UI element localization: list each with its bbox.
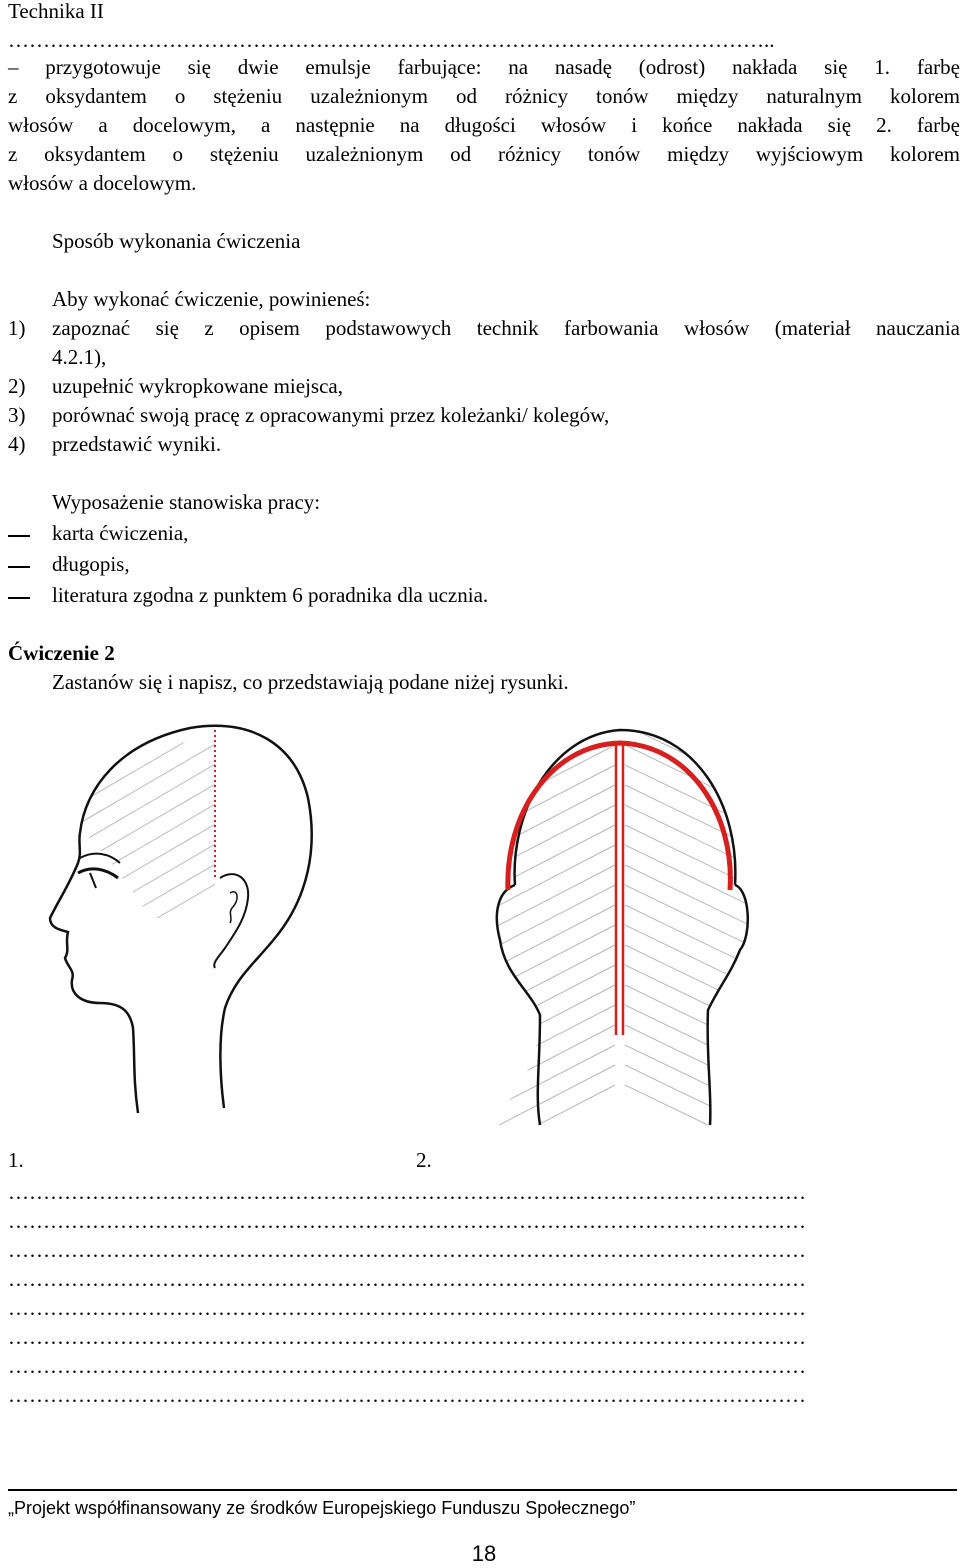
method-heading: Sposób wykonania ćwiczenia: [52, 229, 301, 253]
step-number-1: 1): [8, 316, 26, 340]
exercise-title: Ćwiczenie 2: [8, 641, 115, 665]
intro-line-2: z oksydantem o stężeniu uzależnionym od różnicy tonów między naturalnym kolorem: [8, 84, 960, 108]
answer-line-4[interactable]: ……………………………………………………………………………………………………: [8, 1267, 806, 1291]
answer-line-3[interactable]: ……………………………………………………………………………………………………: [8, 1238, 806, 1262]
left-ear: [497, 885, 540, 1125]
footer-funding-text: „Projekt współfinansowany ze środków Europejskiego Funduszu Społecznego”: [8, 1498, 636, 1518]
figure-label-2: 2.: [416, 1148, 432, 1172]
step-text-2: uzupełnić wykropkowane miejsca,: [52, 374, 343, 398]
figure-label-1: 1.: [8, 1148, 24, 1172]
equipment-item-3: literatura zgodna z punktem 6 poradnika dla ucznia.: [52, 583, 489, 607]
step-number-4: 4): [8, 432, 26, 456]
eye: [78, 869, 118, 878]
hair-hatching-front: [20, 718, 260, 998]
footer-divider: [8, 1489, 957, 1491]
page-header-title: Technika II: [8, 0, 104, 23]
step-text-1: zapoznać się z opisem podstawowych technik farbowania włosów (materiał nauczania: [52, 316, 960, 340]
face-outline: [50, 833, 138, 1113]
page-number: 18: [471, 1541, 497, 1566]
answer-line-5[interactable]: ……………………………………………………………………………………………………: [8, 1296, 806, 1320]
step-number-3: 3): [8, 403, 26, 427]
answer-line-6[interactable]: ……………………………………………………………………………………………………: [8, 1325, 806, 1349]
dash-bullet-3: [8, 597, 30, 599]
step-text-1-cont: 4.2.1),: [52, 345, 107, 369]
answer-line-7[interactable]: ……………………………………………………………………………………………………: [8, 1354, 806, 1378]
intro-line-1: – przygotowuje się dwie emulsje farbujące: na nasadę (odrost) nakłada się 1. farbę: [8, 55, 960, 79]
equipment-item-1: karta ćwiczenia,: [52, 521, 189, 545]
dash-bullet-2: [8, 566, 30, 568]
intro-line-4: z oksydantem o stężeniu uzależnionym od różnicy tonów między wyjściowym kolorem: [8, 142, 960, 166]
step-number-2: 2): [8, 374, 26, 398]
step-text-3: porównać swoją pracę z opracowanymi przez koleżanki/ kolegów,: [52, 403, 610, 427]
hair-hatching-back: [480, 725, 770, 1135]
eyebrow: [80, 854, 120, 863]
answer-line-8[interactable]: ……………………………………………………………………………………………………: [8, 1383, 806, 1407]
header-dotted-line: ………………………………………………………………………………………………..: [8, 28, 775, 52]
head-profile-figure: [20, 718, 320, 1118]
exercise-instruction: Zastanów się i napisz, co przedstawiają podane niżej rysunki.: [52, 670, 569, 694]
method-lead: Aby wykonać ćwiczenie, powinieneś:: [52, 287, 371, 311]
step-text-4: przedstawić wyniki.: [52, 432, 222, 456]
head-back-figure: [480, 725, 770, 1135]
intro-line-5: włosów a docelowym.: [8, 171, 197, 195]
answer-line-1[interactable]: ……………………………………………………………………………………………………: [8, 1180, 806, 1204]
answer-line-2[interactable]: ……………………………………………………………………………………………………: [8, 1209, 806, 1233]
equipment-heading: Wyposażenie stanowiska pracy:: [52, 490, 321, 514]
dash-bullet-1: [8, 535, 30, 537]
intro-line-3: włosów a docelowym, a następnie na długości włosów i końce nakłada się 2. farbę: [8, 113, 960, 137]
equipment-item-2: długopis,: [52, 552, 130, 576]
